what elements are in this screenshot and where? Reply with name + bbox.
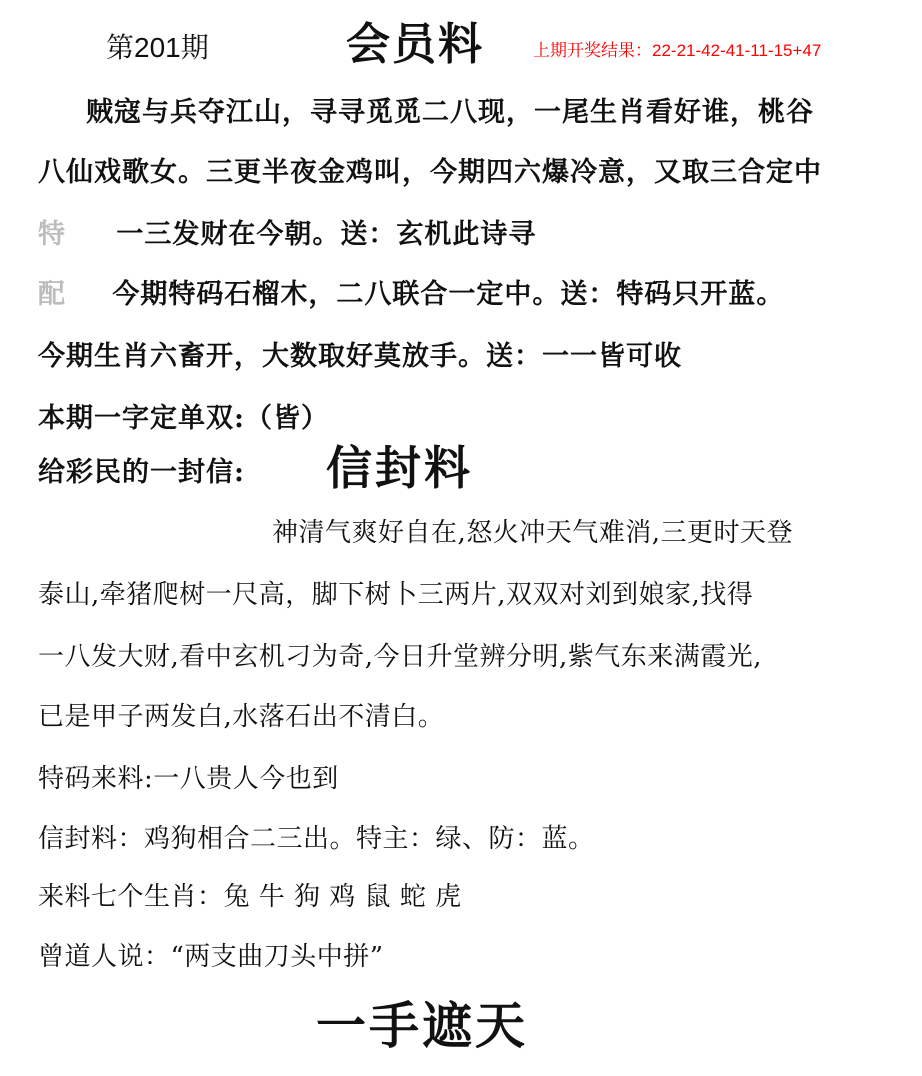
issue-number: 第201期 [106, 32, 209, 63]
footer-title: 一手遮天 [316, 996, 528, 1055]
poem-line-2: 八仙戏歌女。三更半夜金鸡叫，今期四六爆冷意，又取三合定中 [38, 157, 822, 188]
letter-title: 信封料 [326, 441, 473, 495]
poem-line-4-text: 今期特码石榴木，二八联合一定中。送：特码只开蓝。 [112, 279, 785, 310]
letter-line-3: 一八发大财,看中玄机刁为奇,今日升堂辨分明,紫气东来满霞光, [38, 642, 763, 672]
letter-intro-label: 给彩民的一封信: [38, 457, 245, 488]
tema-line: 特码来料:一八贵人今也到 [38, 764, 339, 794]
smudged-char: 配 [38, 279, 66, 310]
letter-line-2: 泰山,牵猪爬树一尺高，脚下树卜三两片,双双对刘到娘家,找得 [38, 580, 754, 610]
poem-line-4 [38, 272, 784, 311]
single-double-pick: 本期一字定单双:（皆） [38, 403, 329, 434]
page-title: 会员料 [346, 19, 484, 70]
poem-line-3-text: 一三发财在今朝。送：玄机此诗寻 [116, 219, 537, 250]
last-draw-result: 上期开奖结果：22-21-42-41-11-15+47 [533, 41, 822, 60]
daoren-quote-line: 曾道人说：“两支曲刀头中拼” [38, 942, 384, 972]
smudged-char: 特 [38, 219, 66, 250]
letter-line-1: 神清气爽好自在,怒火冲天气难消,三更时天登 [272, 518, 794, 548]
poem-line-1: 贼寇与兵夺江山，寻寻觅觅二八现，一尾生肖看好谁，桃谷 [86, 97, 814, 128]
poem-line-3 [38, 212, 536, 251]
xinfeng-line: 信封料：鸡狗相合二三出。特主：绿、防：蓝。 [38, 824, 595, 854]
seven-zodiac-line: 来料七个生肖：兔 牛 狗 鸡 鼠 蛇 虎 [38, 882, 462, 912]
letter-line-4: 已是甲子两发白,水落石出不清白。 [38, 702, 445, 732]
poem-line-5: 今期生肖六畜开，大数取好莫放手。送：一一皆可收 [38, 341, 682, 372]
